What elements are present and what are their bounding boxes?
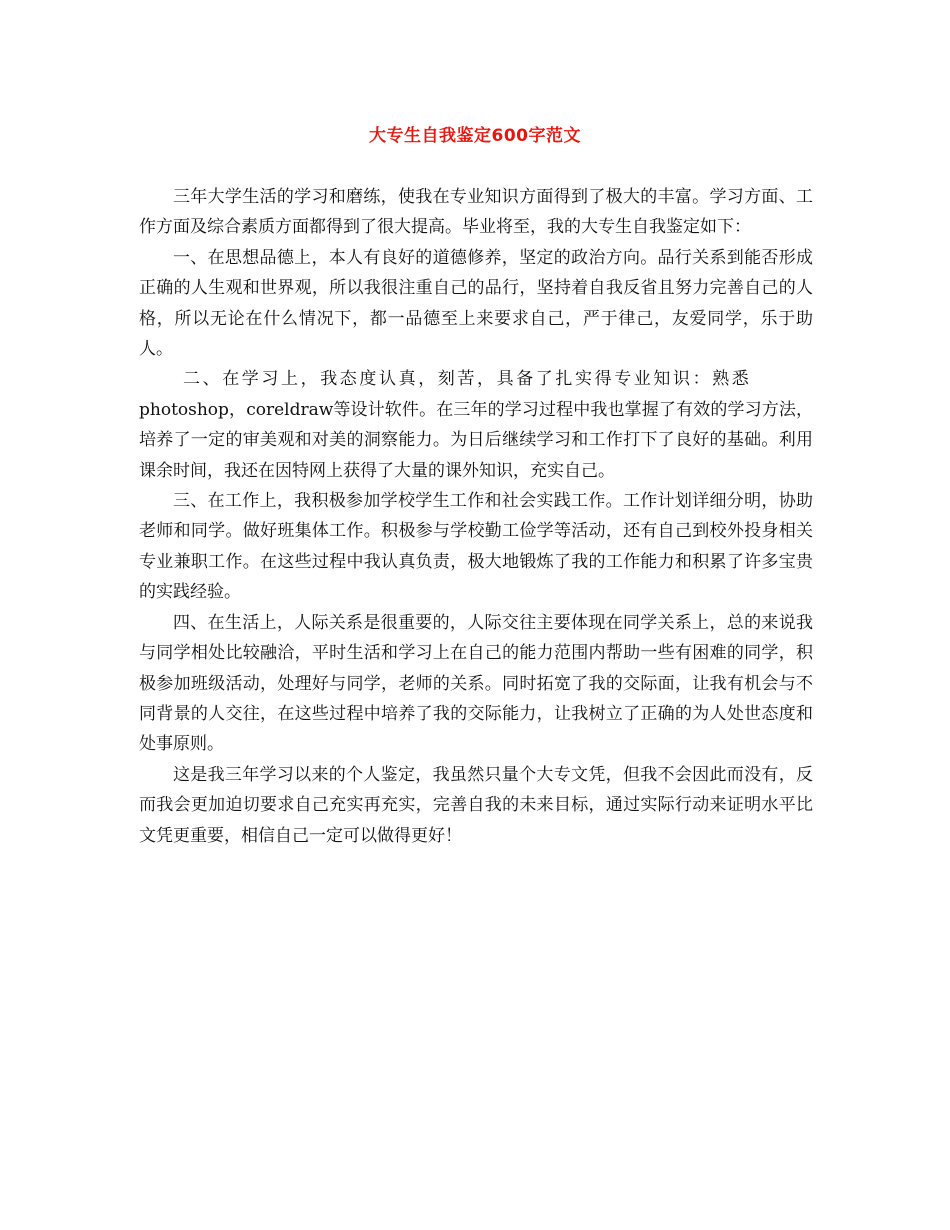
paragraph-work: 三、在工作上，我积极参加学校学生工作和社会实践工作。工作计划详细分明，协助老师和同学。做好班集体工作。积极参与学校勤工俭学等活动，还有自己到校外投身相关专业兼职工作。在这些过程中我认真负责，极大地锻炼了我的工作能力和积累了许多宝贵的实践经验。 [139,491,813,603]
paragraph-ideology: 一、在思想品德上，本人有良好的道德修养，坚定的政治方向。品行关系到能否形成正确的人生观和世界观，所以我很注重自己的品行，坚持着自我反省且努力完善自己的人格，所以无论在什么情况下，都一品德至上来要求自己，严于律己，友爱同学，乐于助人。 [139,247,813,360]
paragraph-conclusion: 这是我三年学习以来的个人鉴定，我虽然只量个大专文凭，但我不会因此而没有，反而我会更加迫切要求自己充实再充实，完善自我的未来目标，通过实际行动来证明水平比文凭更重要，相信自己一定可以做得更好！ [139,764,813,846]
paragraph-life: 四、在生活上，人际关系是很重要的，人际交往主要体现在同学关系上，总的来说我与同学相处比较融洽，平时生活和学习上在自己的能力范围内帮助一些有困难的同学，积极参加班级活动，处理好与同学，老师的关系。同时拓宽了我的交际面，让我有机会与不同背景的人交往，在这些过程中培养了我的交际能力，让我树立了正确的为人处世态度和处事原则。 [139,612,813,755]
document-body [139,182,813,851]
paragraph-study [139,364,813,486]
document-title: 大专生自我鉴定600字范文 [369,126,581,146]
paragraph-study-heading: 二、在学习上，我态度认真，刻苦，具备了扎实得专业知识：熟悉 [183,369,752,390]
paragraph-intro: 三年大学生活的学习和磨练，使我在专业知识方面得到了极大的丰富。学习方面、工作方面及综合素质方面都得到了很大提高。毕业将至，我的大专生自我鉴定如下： [139,187,813,238]
paragraph-study-body: photoshop，coreldraw等设计软件。在三年的学习过程中我也掌握了有效的学习方法，培养了一定的审美观和对美的洞察能力。为日后继续学习和工作打下了良好的基础。利用课余时间，我还在因特网上获得了大量的课外知识，充实自己。 [139,399,813,481]
